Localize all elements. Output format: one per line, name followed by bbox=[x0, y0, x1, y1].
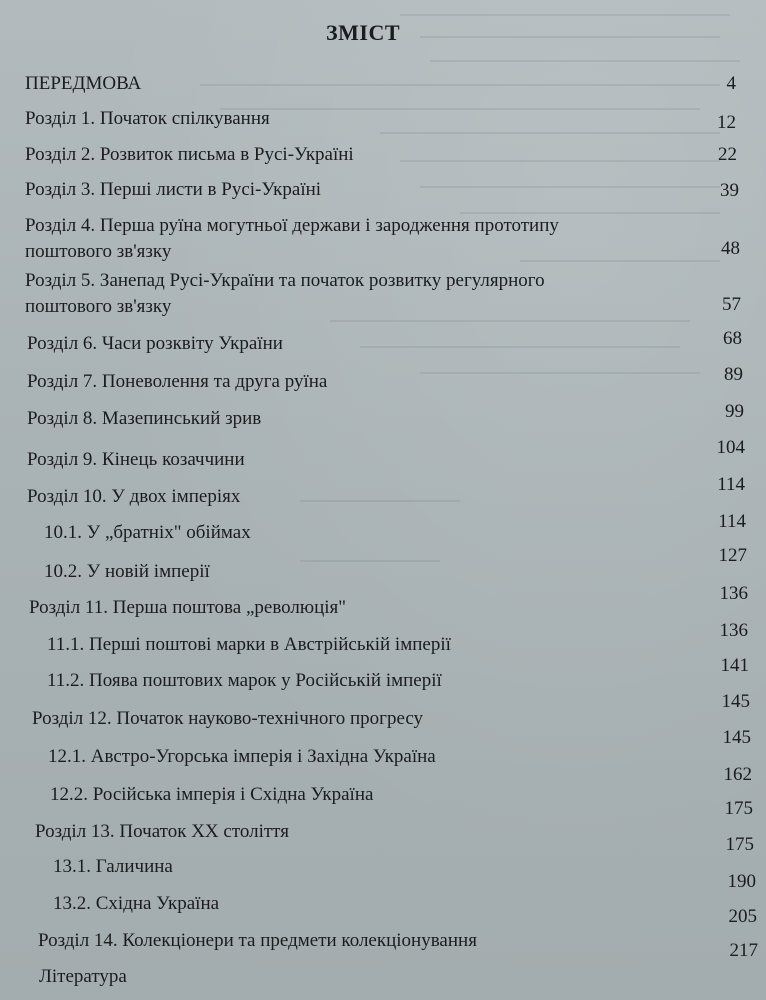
toc-page-number: 114 bbox=[718, 511, 746, 532]
toc-page-number: 39 bbox=[720, 180, 739, 201]
page-title: ЗМІСТ bbox=[326, 20, 400, 45]
toc-entry-text-continued: поштового зв'язку bbox=[25, 296, 172, 317]
toc-page-number: 205 bbox=[728, 906, 757, 927]
toc-entry-text: Розділ 13. Початок ХХ століття bbox=[35, 821, 289, 842]
toc-entry-text: Розділ 1. Початок спілкування bbox=[25, 108, 270, 129]
toc-page-number: 145 bbox=[722, 727, 751, 748]
toc-page-number: 99 bbox=[725, 401, 744, 422]
toc-entry-text: 10.2. У новій імперії bbox=[44, 561, 210, 582]
toc-page-number: 4 bbox=[726, 73, 736, 94]
toc-entry-text: Розділ 5. Занепад Русі-України та початок розвитку регулярного bbox=[25, 270, 545, 291]
toc-page-number: 12 bbox=[717, 112, 736, 133]
toc-page-number: 190 bbox=[727, 871, 756, 892]
toc-page-number: 175 bbox=[725, 834, 754, 855]
toc-entry-text: Розділ 2. Розвиток письма в Русі-Україні bbox=[25, 144, 354, 165]
toc-entry-text: Розділ 9. Кінець козаччини bbox=[27, 449, 245, 470]
toc-entry-text: 10.1. У „братніх" обіймах bbox=[44, 522, 251, 543]
toc-entry-text: Розділ 6. Часи розквіту України bbox=[27, 333, 283, 354]
toc-page-number: 22 bbox=[718, 144, 737, 165]
toc-entry-text: 13.2. Східна Україна bbox=[53, 893, 220, 914]
toc-entry-text: Розділ 10. У двох імперіях bbox=[27, 486, 241, 507]
toc-page-number: 127 bbox=[718, 545, 747, 566]
toc-page-number: 57 bbox=[722, 294, 741, 315]
toc-entry-text: Література bbox=[39, 966, 127, 987]
toc-entry-text: 13.1. Галичина bbox=[53, 856, 173, 877]
toc-entry-text: 11.2. Поява поштових марок у Російській імперії bbox=[47, 670, 442, 691]
toc-page-number: 141 bbox=[720, 655, 749, 676]
toc-entry-text: Розділ 12. Початок науково-технічного прогресу bbox=[32, 708, 424, 729]
toc-entry-text: Розділ 7. Поневолення та друга руїна bbox=[27, 371, 328, 392]
toc-entry-text: Розділ 4. Перша руїна могутньої держави і зародження прототипу bbox=[25, 215, 559, 236]
toc-entry-text: 12.2. Російська імперія і Східна Україна bbox=[50, 784, 374, 805]
toc-page-number: 145 bbox=[721, 691, 750, 712]
toc-page-number: 136 bbox=[719, 583, 748, 604]
toc-page-number: 162 bbox=[723, 764, 752, 785]
toc-page-number: 114 bbox=[717, 474, 745, 495]
toc-entry-text: Розділ 14. Колекціонери та предмети колекціонування bbox=[38, 930, 477, 951]
toc-page-number: 48 bbox=[721, 238, 740, 259]
toc-entry-text: Розділ 11. Перша поштова „революція" bbox=[29, 597, 347, 618]
toc-page-number: 68 bbox=[723, 328, 742, 349]
toc-page-number: 175 bbox=[724, 798, 753, 819]
toc-entry-text-continued: поштового зв'язку bbox=[25, 241, 172, 262]
toc-page-number: 89 bbox=[724, 364, 743, 385]
toc-page-number: 217 bbox=[729, 940, 758, 961]
toc-entry-text: Розділ 8. Мазепинський зрив bbox=[27, 408, 262, 429]
toc-entry-text: 11.1. Перші поштові марки в Австрійській імперії bbox=[47, 634, 451, 655]
toc-entry-text: Розділ 3. Перші листи в Русі-Україні bbox=[25, 179, 322, 200]
toc-page-number: 104 bbox=[716, 437, 745, 458]
toc-page-number: 136 bbox=[719, 620, 748, 641]
toc-entry-text: ПЕРЕДМОВА bbox=[25, 73, 142, 94]
toc-entry-text: 12.1. Австро-Угорська імперія і Західна Україна bbox=[48, 746, 436, 767]
